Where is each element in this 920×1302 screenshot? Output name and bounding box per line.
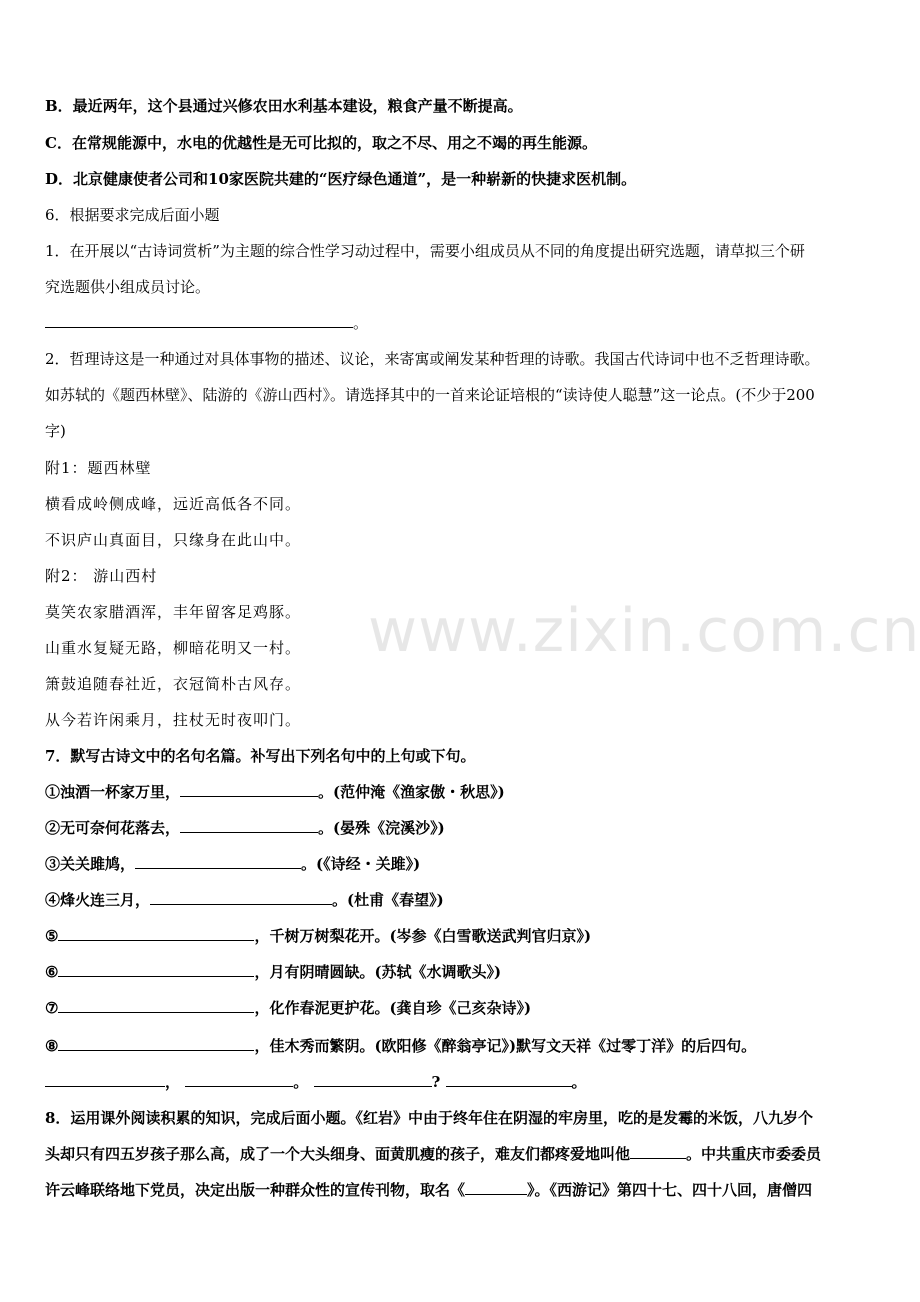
question-7-heading: 7．默写古诗文中的名句名篇。补写出下列名句中的上句或下句。 — [45, 747, 476, 765]
watermark: www.zixin.com.cn — [368, 596, 920, 666]
attachment-2-title: 附2： 游山西村 — [45, 567, 158, 585]
fill-item-4: ④烽火连三月， 。(杜甫《春望》) — [45, 891, 444, 909]
poem-2-line-3: 箫鼓追随春社近，衣冠简朴古风存。 — [45, 675, 302, 693]
answer-blank[interactable] — [45, 313, 353, 328]
answer-blank[interactable] — [150, 890, 332, 905]
poem-2-line-4: 从今若许闲乘月，拄杖无时夜叩门。 — [45, 711, 302, 729]
q6-1-line-1: 1．在开展以“古诗词赏析”为主题的综合性学习动过程中，需要小组成员从不同的角度提出研究选题，请草拟三个研 — [45, 242, 805, 260]
fill-item-2: ②无可奈何花落去， 。(晏殊《浣溪沙》) — [45, 819, 445, 837]
answer-blank[interactable] — [58, 926, 254, 941]
answer-blank[interactable] — [630, 1144, 686, 1159]
poem-1-line-1: 横看成岭侧成峰，远近高低各不同。 — [45, 495, 302, 513]
option-c: C．在常规能源中，水电的优越性是无可比拟的，取之不尽、用之不竭的再生能源。 — [45, 134, 597, 152]
answer-blank[interactable] — [446, 1072, 572, 1087]
fill-item-8: ⑧ ，佳木秀而繁阴。(欧阳修《醉翁亭记》)默写文天祥《过零丁洋》的后四句。 — [45, 1037, 757, 1055]
fill-item-3: ③关关雎鸠， 。(《诗经・关雎》) — [45, 855, 421, 873]
fill-item-9: ， 。 ? 。 — [45, 1072, 587, 1092]
answer-blank[interactable] — [45, 1072, 165, 1087]
option-b: B．最近两年，这个县通过兴修农田水利基本建设，粮食产量不断提高。 — [45, 97, 523, 115]
answer-blank[interactable] — [180, 818, 318, 833]
answer-blank[interactable] — [135, 854, 301, 869]
fill-item-7: ⑦ ，化作春泥更护花。(龚自珍《己亥杂诗》) — [45, 999, 532, 1017]
answer-blank[interactable] — [58, 998, 254, 1013]
poem-2-line-1: 莫笑农家腊酒浑，丰年留客足鸡豚。 — [45, 603, 302, 621]
q6-2-line-2: 如苏轼的《题西林壁》、陆游的《游山西村》。请选择其中的一首来论证培根的“读诗使人聪慧”这一论点。(不少于200 — [45, 386, 815, 404]
q8-line-3: 许云峰联络地下党员，决定出版一种群众性的宣传刊物，取名《 》。《西游记》第四十七、四十八回，唐僧四 — [45, 1181, 813, 1199]
answer-blank[interactable] — [58, 962, 254, 977]
q6-1-line-2: 究选题供小组成员讨论。 — [45, 278, 211, 296]
q8-line-2: 头却只有四五岁孩子那么高，成了一个大头细身、面黄肌瘦的孩子，难友们都疼爱地叫他 。中共重庆市委委员 — [45, 1145, 822, 1163]
poem-2-line-2: 山重水复疑无路，柳暗花明又一村。 — [45, 639, 302, 657]
poem-1-line-2: 不识庐山真面目，只缘身在此山中。 — [45, 531, 302, 549]
fill-item-5: ⑤ ，千树万树梨花开。(岑参《白雪歌送武判官归京》) — [45, 927, 592, 945]
answer-blank[interactable] — [185, 1072, 293, 1087]
question-6-heading: 6．根据要求完成后面小题 — [45, 206, 220, 224]
q6-1-answer-line: 。 — [45, 313, 368, 333]
attachment-1-title: 附1：题西林壁 — [45, 459, 152, 477]
fill-item-1: ①浊酒一杯家万里， 。(范仲淹《渔家傲・秋思》) — [45, 783, 505, 801]
q6-2-line-3: 字) — [45, 422, 66, 440]
q6-2-line-1: 2．哲理诗这是一种通过对具体事物的描述、议论，来寄寓或阐发某种哲理的诗歌。我国古代诗词中也不乏哲理诗歌。 — [45, 350, 820, 368]
answer-blank[interactable] — [465, 1180, 527, 1195]
option-d: D．北京健康使者公司和10家医院共建的“医疗绿色通道”，是一种崭新的快捷求医机制。 — [45, 170, 637, 188]
q8-line-1: 8．运用课外阅读积累的知识，完成后面小题。《红岩》中由于终年住在阴湿的牢房里，吃的是发霉的米饭，八九岁个 — [45, 1109, 813, 1127]
fill-item-6: ⑥ ，月有阴晴圆缺。(苏轼《水调歌头》) — [45, 963, 502, 981]
answer-blank[interactable] — [180, 782, 318, 797]
answer-blank[interactable] — [314, 1072, 432, 1087]
answer-blank[interactable] — [58, 1036, 254, 1051]
